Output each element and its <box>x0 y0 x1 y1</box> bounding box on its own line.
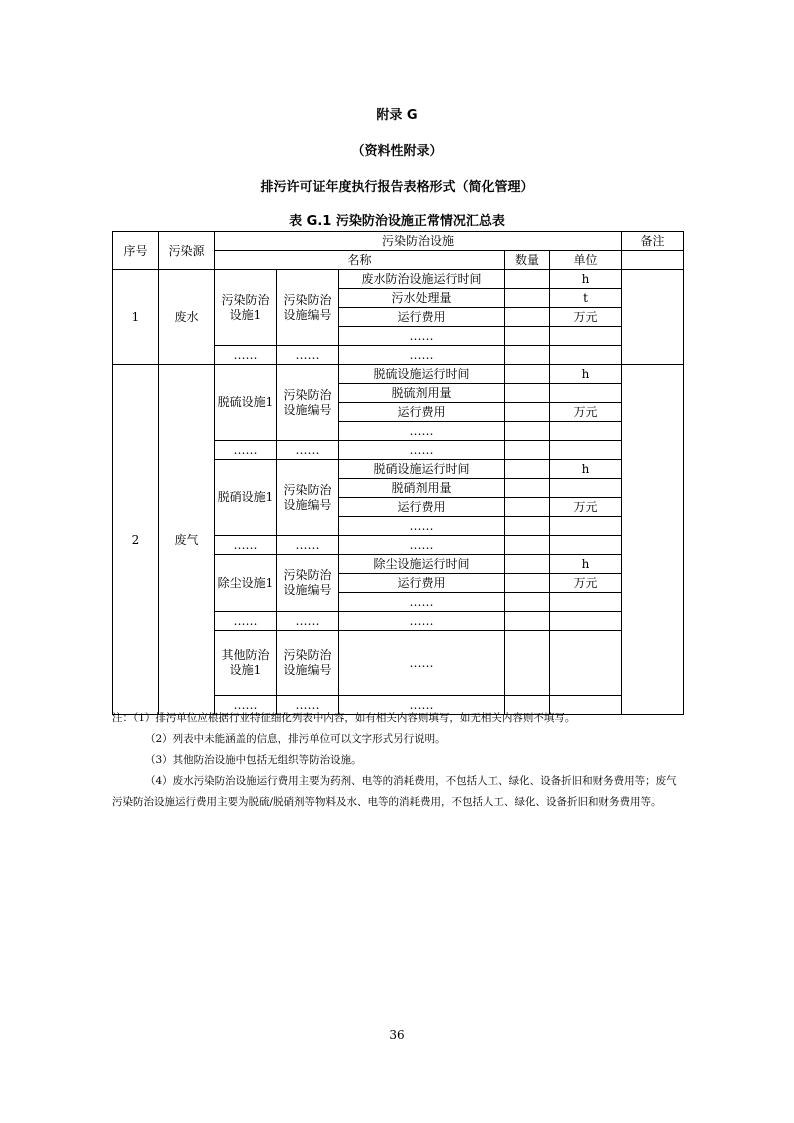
unit-cell: h <box>550 270 622 289</box>
qty-cell <box>505 270 550 289</box>
seq-cell: 2 <box>113 365 159 715</box>
ellipsis-cell: …… <box>277 536 339 555</box>
item-name: …… <box>339 631 505 696</box>
table-header-row <box>113 232 684 251</box>
ellipsis-cell: …… <box>215 441 277 460</box>
qty-cell <box>505 631 550 696</box>
item-name: 脱硫设施运行时间 <box>339 365 505 384</box>
note-2: （2）列表中未能涵盖的信息，排污单位可以文字形式另行说明。 <box>145 733 446 745</box>
facility-summary-table <box>112 231 684 715</box>
item-name: 脱硝设施运行时间 <box>339 460 505 479</box>
header-unit: 单位 <box>550 251 622 270</box>
header-seq: 序号 <box>113 232 159 270</box>
item-name: 废水防治设施运行时间 <box>339 270 505 289</box>
item-name: 运行费用 <box>339 574 505 593</box>
unit-cell <box>550 422 622 441</box>
item-name: 运行费用 <box>339 403 505 422</box>
item-name: …… <box>339 422 505 441</box>
ellipsis-cell: …… <box>277 696 339 715</box>
facility-cell: 脱硫设施1 <box>215 365 277 441</box>
qty-cell <box>505 517 550 536</box>
table-row <box>113 270 684 289</box>
note-3: （3）其他防治设施中包括无组织等防治设施。 <box>145 754 362 766</box>
unit-cell <box>550 327 622 346</box>
facility-id-cell: 污染防治设施编号 <box>277 555 339 612</box>
unit-cell <box>550 536 622 555</box>
item-name: …… <box>339 327 505 346</box>
unit-cell <box>550 384 622 403</box>
ellipsis-cell: …… <box>215 696 277 715</box>
source-cell: 废气 <box>159 365 215 715</box>
item-name: 脱硫剂用量 <box>339 384 505 403</box>
ellipsis-cell: …… <box>277 612 339 631</box>
header-qty: 数量 <box>505 251 550 270</box>
qty-cell <box>505 403 550 422</box>
facility-id-cell: 污染防治设施编号 <box>277 460 339 536</box>
unit-cell <box>550 346 622 365</box>
facility-cell: 除尘设施1 <box>215 555 277 612</box>
seq-cell: 1 <box>113 270 159 365</box>
facility-cell: 其他防治设施1 <box>215 631 277 696</box>
unit-cell: t <box>550 289 622 308</box>
ellipsis-cell: …… <box>339 346 505 365</box>
unit-cell <box>550 593 622 612</box>
header-facility: 污染防治设施 <box>215 232 622 251</box>
table-row <box>113 365 684 384</box>
header-source: 污染源 <box>159 232 215 270</box>
page-number: 36 <box>389 1028 405 1042</box>
unit-cell: h <box>550 460 622 479</box>
unit-cell: 万元 <box>550 308 622 327</box>
appendix-nature: （资料性附录） <box>351 144 443 159</box>
note-1: 注：（1）排污单位应根据行业特征细化列表中内容，如有相关内容则填写，如无相关内容则不填写。 <box>112 712 576 724</box>
header-remark: 备注 <box>622 232 684 251</box>
note-4: （4）废水污染防治设施运行费用主要为药剂、电等的消耗费用，不包括人工、绿化、设备折旧和财务费用等；废气污染防治设施运行费用主要为脱硫/脱硝剂等物料及水、电等的消耗费用，不包括人工、绿化、设备折旧和财务费用等。 <box>112 775 677 808</box>
item-name: …… <box>339 517 505 536</box>
unit-cell <box>550 612 622 631</box>
unit-cell: 万元 <box>550 403 622 422</box>
item-name: …… <box>339 593 505 612</box>
ellipsis-cell: …… <box>277 441 339 460</box>
ellipsis-cell: …… <box>339 612 505 631</box>
facility-cell: 脱硝设施1 <box>215 460 277 536</box>
ellipsis-cell: …… <box>339 441 505 460</box>
unit-cell: h <box>550 555 622 574</box>
qty-cell <box>505 289 550 308</box>
facility-cell: 污染防治设施1 <box>215 270 277 346</box>
ellipsis-cell: …… <box>215 346 277 365</box>
page-title: 排污许可证年度执行报告表格形式（简化管理） <box>260 180 534 195</box>
ellipsis-cell: …… <box>215 612 277 631</box>
qty-cell <box>505 422 550 441</box>
qty-cell <box>505 460 550 479</box>
qty-cell <box>505 384 550 403</box>
remark-cell <box>622 270 684 365</box>
unit-cell: h <box>550 365 622 384</box>
unit-cell: 万元 <box>550 574 622 593</box>
qty-cell <box>505 536 550 555</box>
facility-id-cell: 污染防治设施编号 <box>277 365 339 441</box>
ellipsis-cell: …… <box>215 536 277 555</box>
unit-cell <box>550 441 622 460</box>
unit-cell: 万元 <box>550 498 622 517</box>
appendix-heading: 附录 G <box>376 108 418 123</box>
item-name: 运行费用 <box>339 498 505 517</box>
qty-cell <box>505 441 550 460</box>
unit-cell <box>550 479 622 498</box>
qty-cell <box>505 327 550 346</box>
table-cell <box>622 251 684 270</box>
item-name: 污水处理量 <box>339 289 505 308</box>
ellipsis-cell: …… <box>277 346 339 365</box>
qty-cell <box>505 365 550 384</box>
qty-cell <box>505 308 550 327</box>
ellipsis-cell: …… <box>339 536 505 555</box>
source-cell: 废水 <box>159 270 215 365</box>
qty-cell <box>505 555 550 574</box>
unit-cell <box>550 517 622 536</box>
item-name: 除尘设施运行时间 <box>339 555 505 574</box>
table-title: 表 G.1 污染防治设施正常情况汇总表 <box>289 214 505 229</box>
facility-id-cell: 污染防治设施编号 <box>277 631 339 696</box>
facility-id-cell: 污染防治设施编号 <box>277 270 339 346</box>
table-notes <box>112 708 687 813</box>
qty-cell <box>505 593 550 612</box>
qty-cell <box>505 346 550 365</box>
qty-cell <box>505 498 550 517</box>
item-name: 脱硝剂用量 <box>339 479 505 498</box>
header-name: 名称 <box>215 251 505 270</box>
qty-cell <box>505 574 550 593</box>
ellipsis-cell: …… <box>339 696 505 715</box>
remark-cell <box>622 365 684 715</box>
item-name: 运行费用 <box>339 308 505 327</box>
unit-cell <box>550 631 622 696</box>
qty-cell <box>505 479 550 498</box>
qty-cell <box>505 612 550 631</box>
